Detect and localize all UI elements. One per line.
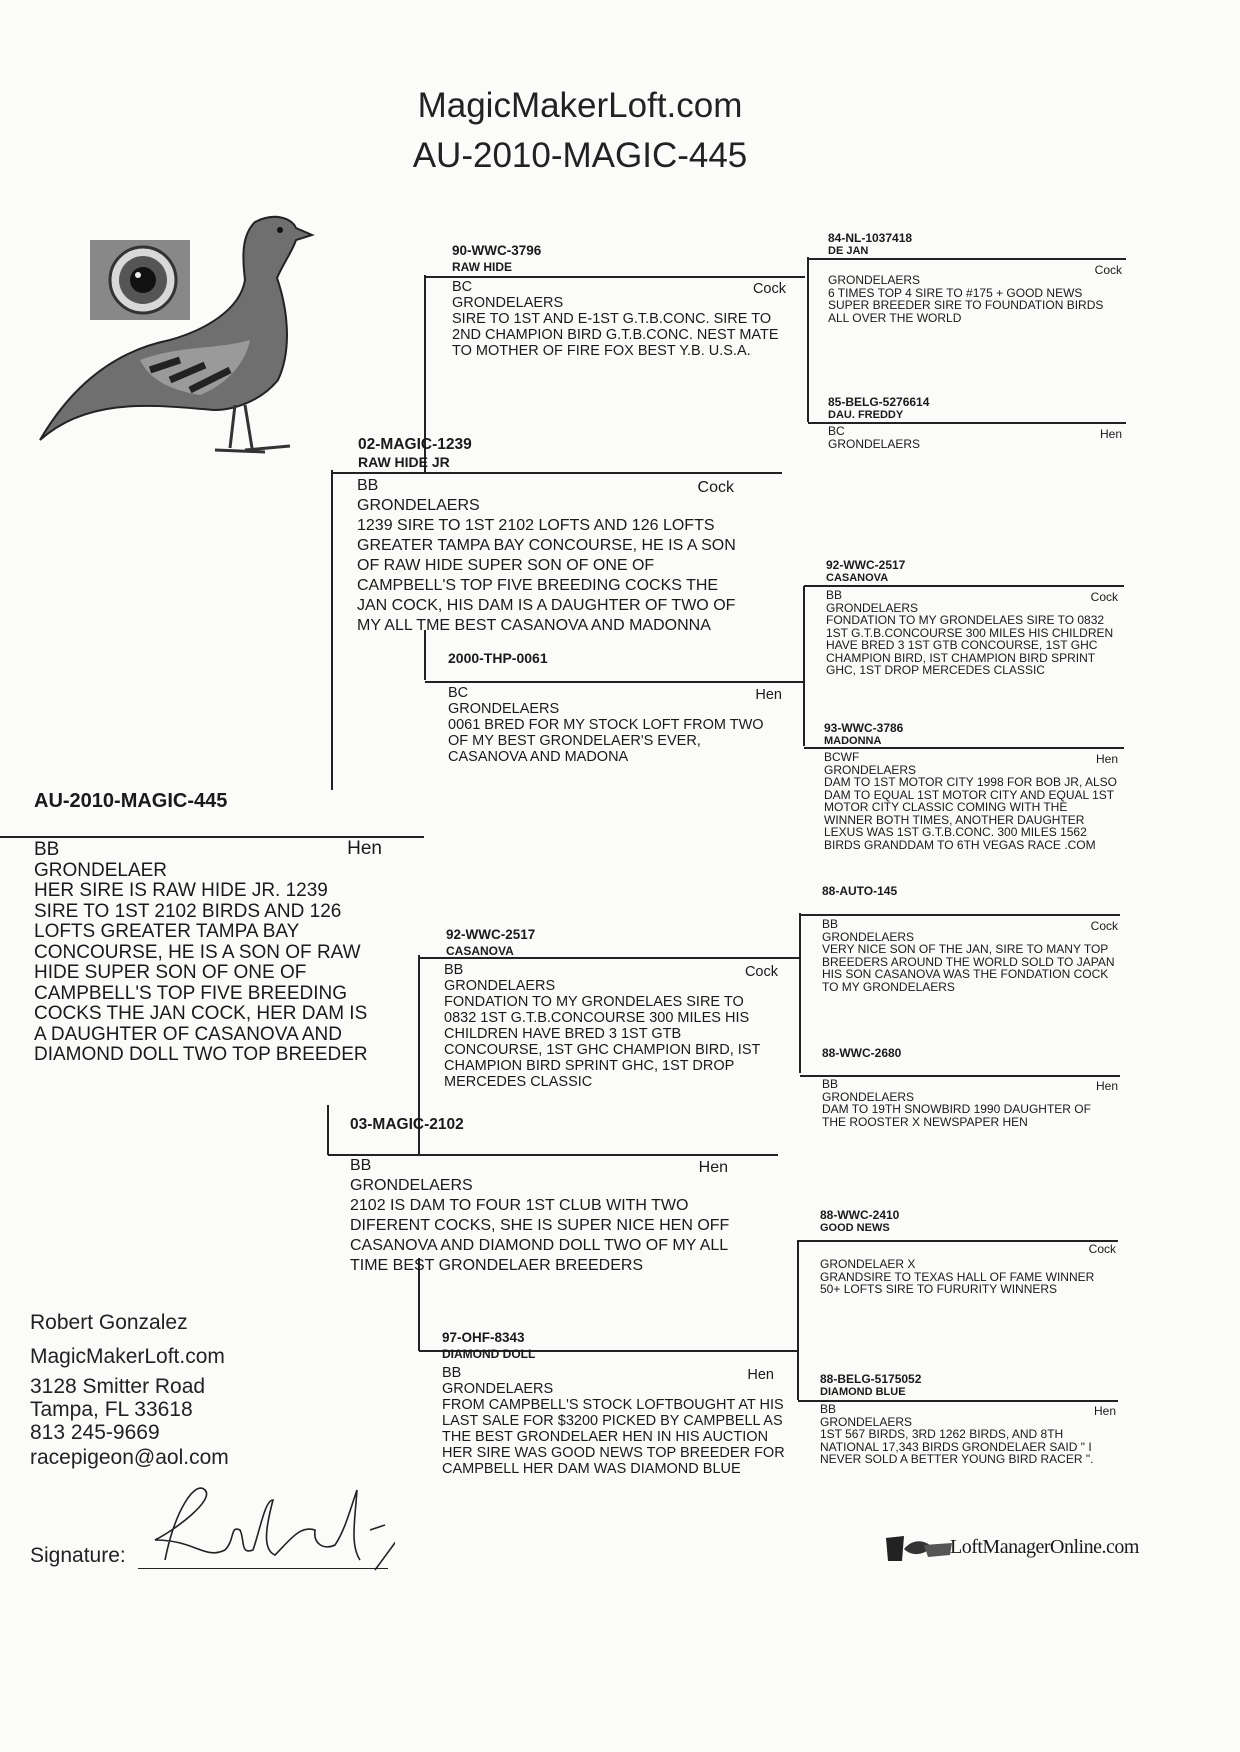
- ddd-name: DIAMOND BLUE: [820, 1386, 906, 1398]
- ss-sex: Cock: [752, 281, 786, 297]
- dds-box: [820, 1258, 1115, 1296]
- sds-strain: GRONDELAERS: [826, 600, 919, 615]
- dam-strain: GRONDELAERS: [350, 1177, 473, 1194]
- owner-name: Robert Gonzalez: [30, 1311, 188, 1334]
- subject-id: AU-2010-MAGIC-445: [34, 790, 228, 812]
- ssd-color: BC: [828, 424, 845, 438]
- site-title: MagicMakerLoft.com: [417, 86, 743, 125]
- dam-sex: Hen: [698, 1159, 728, 1176]
- sss-description: 6 TIMES TOP 4 SIRE TO #175 + GOOD NEWS SUPER BREEDER SIRE TO FOUNDATION BIRDS ALL OVER THE WORLD: [828, 285, 1104, 325]
- sire-strain: GRONDELAERS: [357, 497, 480, 514]
- owner-street: 3128 Smitter Road: [30, 1375, 206, 1398]
- loft-manager-logo-icon: [884, 1533, 954, 1563]
- pigeon-image: [30, 210, 340, 470]
- dd-name: DIAMOND DOLL: [442, 1347, 536, 1361]
- sd-sex: Hen: [755, 687, 782, 703]
- ddd-id: 88-BELG-5175052: [820, 1372, 922, 1386]
- dds-sex: Cock: [1088, 1242, 1116, 1256]
- sdd-description: DAM TO 1ST MOTOR CITY 1998 FOR BOB JR, ALSO DAM TO EQUAL 1ST MOTOR CITY AND EQUAL 1ST MOTOR CITY CLASSIC COMING WITH THE WINNER BOTH TIMES, ANOTHER DAUGHTER LEXUS WAS 1ST G.T.B.CONC. 300 MILES 1562 BIRDS GRANDDAM TO 6TH VEGAS RACE .COM: [824, 775, 1117, 852]
- sds-color: BB: [826, 588, 843, 602]
- sdd-strain: GRONDELAERS: [824, 762, 917, 777]
- ssd-id: 85-BELG-5276614: [828, 395, 930, 409]
- ds-box: [444, 962, 779, 1090]
- dd-id: 97-OHF-8343: [442, 1330, 525, 1345]
- sire-name: RAW HIDE JR: [358, 454, 450, 470]
- owner-site: MagicMakerLoft.com: [30, 1345, 225, 1368]
- owner-email: racepigeon@aol.com: [30, 1446, 229, 1469]
- sire-description: 1239 SIRE TO 1ST 2102 LOFTS AND 126 LOFTS GREATER TAMPA BAY CONCOURSE, HE IS A SON OF RAW HIDE SUPER SON OF ONE OF CAMPBELL'S TOP FIVE BREEDING COCKS THE JAN COCK, HIS DAM IS A DAUGHTER OF TWO OF MY ALL TME BEST CASANOVA AND MADONNA: [357, 517, 736, 634]
- ds-color: BB: [444, 962, 464, 978]
- dam-id: 03-MAGIC-2102: [350, 1116, 464, 1133]
- ss-name: RAW HIDE: [452, 260, 512, 274]
- dd-description: FROM CAMPBELL'S STOCK LOFTBOUGHT AT HIS LAST SALE FOR $3200 PICKED BY CAMPBELL AS THE BEST GRONDELAER HEN IN HIS AUCTION HER SIRE WAS GOOD NEWS TOP BREEDER FOR CAMPBELL HER DAM WAS DIAMOND BLUE: [442, 1397, 785, 1477]
- ddd-strain: GRONDELAERS: [820, 1414, 913, 1429]
- dss-sex: Cock: [1090, 919, 1118, 933]
- sire-box: [357, 476, 737, 636]
- sd-description: 0061 BRED FOR MY STOCK LOFT FROM TWO OF MY BEST GRONDELAER'S EVER, CASANOVA AND MADONA: [448, 717, 764, 765]
- ssd-name: DAU. FREDDY: [828, 409, 904, 421]
- dsd-strain: GRONDELAERS: [822, 1089, 915, 1104]
- sire-id: 02-MAGIC-1239: [358, 436, 472, 453]
- ss-id: 90-WWC-3796: [452, 243, 542, 258]
- dd-strain: GRONDELAERS: [442, 1381, 554, 1397]
- subject-sex: Hen: [347, 838, 382, 859]
- owner-city: Tampa, FL 33618: [30, 1398, 193, 1421]
- loft-manager-logo-text: LoftManagerOnline.com: [950, 1536, 1139, 1558]
- subject-strain: GRONDELAER: [34, 859, 168, 881]
- ds-id: 92-WWC-2517: [446, 927, 536, 942]
- sd-id: 2000-THP-0061: [448, 650, 548, 666]
- sss-box: [828, 274, 1118, 324]
- sds-sex: Cock: [1090, 590, 1118, 604]
- dsd-color: BB: [822, 1077, 839, 1091]
- sd-color: BC: [448, 685, 469, 701]
- ss-description: SIRE TO 1ST AND E-1ST G.T.B.CONC. SIRE TO 2ND CHAMPION BIRD G.T.B.CONC. NEST MATE TO MOTHER OF FIRE FOX BEST Y.B. U.S.A.: [452, 311, 779, 359]
- sds-id: 92-WWC-2517: [826, 558, 906, 572]
- dsd-description: DAM TO 19TH SNOWBIRD 1990 DAUGHTER OF THE ROOSTER X NEWSPAPER HEN: [822, 1102, 1091, 1129]
- dds-strain: GRONDELAER X: [820, 1257, 916, 1271]
- ssd-sex: Hen: [1099, 427, 1122, 441]
- dss-id: 88-AUTO-145: [822, 884, 898, 898]
- sdd-color: BCWF: [824, 750, 860, 764]
- sdd-box: [824, 751, 1119, 851]
- ddd-sex: Hen: [1093, 1404, 1116, 1418]
- signature-label: Signature:: [30, 1544, 126, 1567]
- sire-color: BB: [357, 477, 379, 494]
- sdd-id: 93-WWC-3786: [824, 721, 904, 735]
- dds-name: GOOD NEWS: [820, 1222, 890, 1234]
- dsd-id: 88-WWC-2680: [822, 1046, 902, 1060]
- subject-box: [34, 840, 374, 1066]
- ss-strain: GRONDELAERS: [452, 295, 564, 311]
- sds-name: CASANOVA: [826, 572, 889, 584]
- dss-strain: GRONDELAERS: [822, 929, 915, 944]
- ds-description: FONDATION TO MY GRONDELAES SIRE TO 0832 1ST G.T.B.CONCOURSE 300 MILES HIS CHILDREN HAVE BRED 3 1ST GTB CONCOURSE, 1ST GHC CHAMPION BIRD, IST CHAMPION BIRD SPRINT GHC, 1ST DROP MERCEDES CLASSIC: [444, 994, 761, 1090]
- sds-description: FONDATION TO MY GRONDELAES SIRE TO 0832 1ST G.T.B.CONCOURSE 300 MILES HIS CHILDREN HAVE BRED 3 1ST GTB CONCOURSE, 1ST GHC CHAMPION BIRD, IST CHAMPION BIRD SPRINT GHC, 1ST DROP MERCEDES CLASSIC: [826, 613, 1114, 677]
- ds-sex: Cock: [744, 964, 778, 980]
- dss-color: BB: [822, 917, 839, 931]
- ddd-description: 1ST 567 BIRDS, 3RD 1262 BIRDS, AND 8TH NATIONAL 17,343 BIRDS GRONDELAER SAID " I NEVER SOLD A BETTER YOUNG BIRD RACER ".: [820, 1427, 1094, 1466]
- ds-strain: GRONDELAERS: [444, 978, 556, 994]
- band-title: AU-2010-MAGIC-445: [412, 136, 748, 175]
- dds-description: GRANDSIRE TO TEXAS HALL OF FAME WINNER 50+ LOFTS SIRE TO FURURITY WINNERS: [820, 1269, 1095, 1296]
- sss-id: 84-NL-1037418: [828, 231, 913, 245]
- signature-scribble: [135, 1470, 395, 1580]
- dam-color: BB: [350, 1157, 372, 1174]
- dsd-sex: Hen: [1095, 1079, 1118, 1093]
- sire-sex: Cock: [697, 479, 734, 496]
- dam-description: 2102 IS DAM TO FOUR 1ST CLUB WITH TWO DIFERENT COCKS, SHE IS SUPER NICE HEN OFF CASANOVA AND DIAMOND DOLL TWO OF MY ALL TIME BEST GRONDELAER BREEDERS: [350, 1197, 730, 1274]
- sss-strain: GRONDELAERS: [828, 273, 921, 287]
- ddd-color: BB: [820, 1402, 837, 1416]
- owner-phone: 813 245-9669: [30, 1421, 160, 1444]
- sss-name: DE JAN: [828, 245, 869, 257]
- subject-description: HER SIRE IS RAW HIDE JR. 1239 SIRE TO 1ST 2102 BIRDS AND 126 LOFTS GREATER TAMPA BAY CONCOURSE, HE IS A SON OF RAW HIDE SUPER SON OF ONE OF CAMPBELL'S TOP FIVE BREEDING COCKS THE JAN COCK, HER DAM IS A DAUGHTER OF CASANOVA AND DIAMOND DOLL TWO TOP BREEDER: [34, 880, 368, 1065]
- dd-sex: Hen: [747, 1367, 774, 1383]
- dds-id: 88-WWC-2410: [820, 1208, 900, 1222]
- dss-description: VERY NICE SON OF THE JAN, SIRE TO MANY TOP BREEDERS AROUND THE WORLD SOLD TO JAPAN HIS SON CASANOVA WAS THE FONDATION COCK TO MY GRONDELAERS: [822, 942, 1115, 994]
- ssd-strain: GRONDELAERS: [828, 436, 921, 451]
- sd-strain: GRONDELAERS: [448, 701, 560, 717]
- ss-color: BC: [452, 279, 473, 295]
- sdd-sex: Hen: [1095, 752, 1118, 766]
- sss-sex: Cock: [1094, 263, 1122, 277]
- subject-color: BB: [34, 839, 60, 860]
- dd-color: BB: [442, 1365, 462, 1381]
- ds-name: CASANOVA: [446, 944, 514, 958]
- sdd-name: MADONNA: [824, 735, 882, 747]
